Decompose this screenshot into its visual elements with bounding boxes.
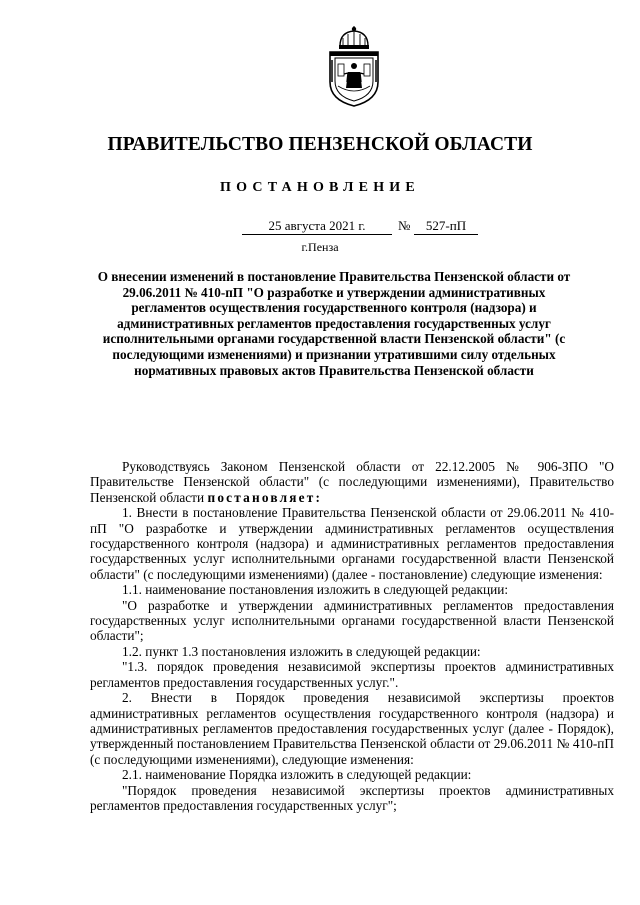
document-date: 25 августа 2021 г. — [242, 218, 392, 235]
paragraph: "Порядок проведения независимой экспертизы проектов административных регламентов предоставления государственных услуг"; — [90, 782, 614, 813]
decree-verb: постановляет: — [207, 489, 323, 505]
coat-of-arms-icon — [326, 26, 382, 108]
date-number-row — [0, 218, 640, 238]
paragraph: 1. Внести в постановление Правительства Пензенской области от 29.06.2011 № 410-пП "О разработке и утверждении административных регламентов осуществления государственного контроля (надзора) и административных регламентов предоставления государственных услуг исполнительными органами государственной власти Пензенской области" (с последующими изменениями) (далее - постановление) следующие изменения: — [90, 505, 614, 582]
government-title: ПРАВИТЕЛЬСТВО ПЕНЗЕНСКОЙ ОБЛАСТИ — [107, 134, 533, 155]
paragraph: 2.1. наименование Порядка изложить в следующей редакции: — [122, 767, 472, 783]
document-type: ПОСТАНОВЛЕНИЕ — [220, 180, 420, 195]
paragraph: "О разработке и утверждении административных регламентов предоставления государственных услуг исполнительными органами государственной власти Пензенской области"; — [90, 597, 614, 644]
paragraph: 1.2. пункт 1.3 постановления изложить в следующей редакции: — [122, 643, 481, 659]
preamble-text: Руководствуясь Законом Пензенской области от 22.12.2005 № 906-ЗПО "О Правительстве Пензенской области" (с последующими изменениями), Правительство Пензенской области — [90, 459, 614, 505]
paragraph: "1.3. порядок проведения независимой экспертизы проектов административных регламентов предоставления государственных услуг.". — [90, 659, 614, 690]
paragraph-preamble — [90, 459, 614, 505]
number-sign: № — [398, 218, 411, 233]
document-heading: О внесении изменений в постановление Правительства Пензенской области от 29.06.2011 № 410-пП "О разработке и утверждении административных регламентов осуществления государственного контроля (надзора) и административных регламентов предоставления государственных услуг исполнительными органами государственной власти Пензенской области" (с последующими изменениями) и признании утратившими силу отдельных нормативных правовых актов Правительства Пензенской области — [97, 269, 571, 378]
paragraph: 2. Внести в Порядок проведения независимой экспертизы проектов административных регламентов осуществления государственного контроля (надзора) и административных регламентов предоставления государственных услуг (далее - Порядок), утвержденный постановлением Правительства Пензенской области от 29.06.2011 № 410-пП (с последующими изменениями), следующие изменения: — [90, 690, 614, 767]
document-body — [90, 459, 614, 813]
paragraph: 1.1. наименование постановления изложить в следующей редакции: — [122, 582, 509, 598]
city: г.Пенза — [301, 240, 339, 254]
document-number: 527-пП — [414, 218, 478, 235]
